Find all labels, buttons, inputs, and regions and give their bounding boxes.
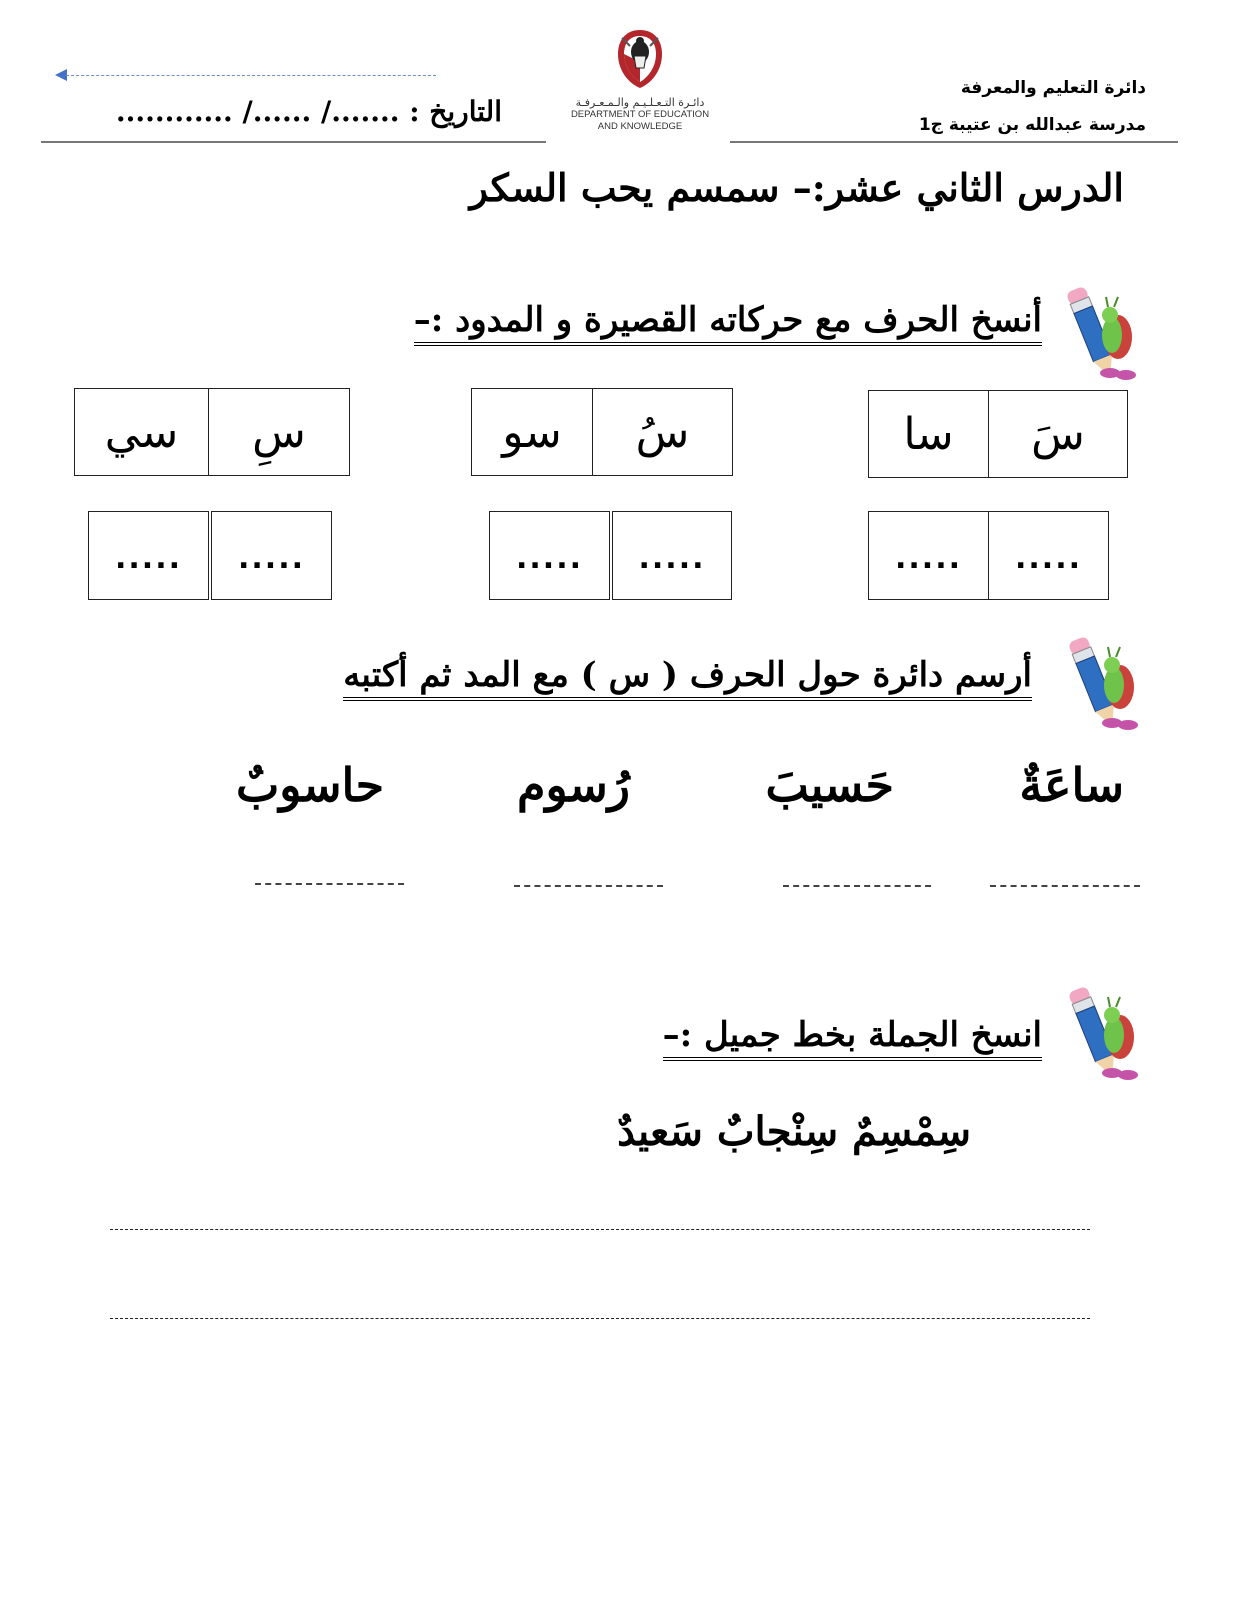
pencil-bug-mascot-icon [1062, 625, 1142, 735]
word-answer-blank[interactable] [514, 885, 663, 887]
letter-box-short-vowel: سِ [208, 388, 350, 476]
answer-box[interactable]: ..... [988, 511, 1109, 600]
handwriting-line[interactable] [110, 1318, 1090, 1319]
dashed-arrow-line [66, 75, 436, 76]
answer-box[interactable]: ..... [612, 511, 732, 600]
word-answer-blank[interactable] [990, 885, 1140, 887]
word-item[interactable]: حاسوبٌ [235, 758, 384, 812]
header-divider-left [41, 141, 546, 143]
department-name: دائرة التعليم والمعرفة [960, 78, 1146, 98]
falcon-emblem-icon [612, 28, 668, 90]
word-answer-blank[interactable] [783, 885, 931, 887]
logo-english-line1: DEPARTMENT OF EDUCATION [570, 109, 710, 120]
section1-title-text: أنسخ الحرف مع حركاته القصيرة و المدود :– [414, 300, 1042, 346]
letter-box-long-vowel: سا [868, 390, 989, 478]
section1-title [414, 300, 1042, 346]
header-right [919, 70, 1146, 144]
answer-box[interactable]: ..... [88, 511, 209, 600]
pencil-bug-mascot-icon [1060, 275, 1140, 385]
word-answer-blank[interactable] [255, 883, 404, 885]
letter-box-short-vowel: سَ [988, 390, 1128, 478]
letter-box-short-vowel: سُ [592, 388, 733, 476]
letter-box-long-vowel: سو [471, 388, 593, 476]
word-item[interactable]: ساعَةٌ [1019, 758, 1124, 812]
date-field[interactable]: التاريخ : ......./ ....../ ............ [115, 95, 502, 128]
word-item[interactable]: رُسوم [516, 758, 630, 812]
word-item[interactable]: حَسيبَ [765, 758, 894, 812]
header-divider-right [730, 141, 1178, 143]
section2-title-text: أرسم دائرة حول الحرف ( س ) مع المد ثم أكتبه [343, 655, 1032, 701]
section3-title [663, 1015, 1042, 1061]
logo-english-line2: AND KNOWLEDGE [597, 121, 683, 132]
model-sentence: سِمْسِمٌ سِنْجابٌ سَعيدٌ [617, 1108, 971, 1155]
department-logo [560, 28, 720, 138]
answer-box[interactable]: ..... [868, 511, 989, 600]
section3-title-text: انسخ الجملة بخط جميل :– [663, 1015, 1042, 1061]
section2-title [343, 655, 1032, 701]
school-name: مدرسة عبدالله بن عتيبة ج1 [918, 115, 1146, 135]
answer-box[interactable]: ..... [489, 511, 610, 600]
answer-box[interactable]: ..... [211, 511, 332, 600]
handwriting-line[interactable] [110, 1229, 1090, 1230]
logo-arabic-text: دائـرة التـعـلـيـم والـمـعـرفـة [575, 96, 705, 109]
pencil-bug-mascot-icon [1062, 975, 1142, 1085]
letter-box-long-vowel: سي [74, 388, 209, 476]
lesson-title: الدرس الثاني عشر:– سمسم يحب السكر [469, 165, 1124, 210]
